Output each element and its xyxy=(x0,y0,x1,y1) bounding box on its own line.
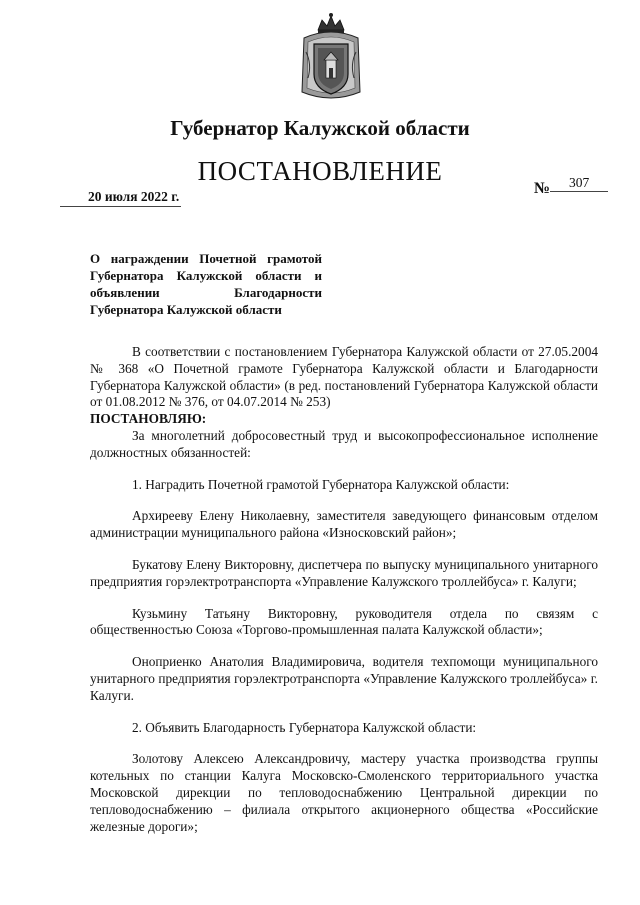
decree-heading: ПОСТАНОВЛЯЮ: xyxy=(90,411,207,427)
document-number-value: 307 xyxy=(550,175,608,192)
document-body xyxy=(90,344,598,835)
award-list-item: Кузьмину Татьяну Викторовну, руководителя отдела по связям с общественностью Союза «Торгово-промышленная палата Калужской области»; xyxy=(90,605,598,638)
award-list-item: Букатову Елену Викторовну, диспетчера по выпуску муниципального унитарного предприятия горэлектротранспорта «Управление Калужского троллейбуса» г. Калуги; xyxy=(90,556,598,589)
number-sign: № xyxy=(534,180,551,197)
reason-paragraph: За многолетний добросовестный труд и высокопрофессиональное исполнение должностных обязанностей: xyxy=(90,427,598,460)
document-date: 20 июля 2022 г. xyxy=(60,189,181,207)
item-1-heading: 1. Наградить Почетной грамотой Губернатора Калужской области: xyxy=(132,476,510,492)
award-list-item: Архирееву Елену Николаевну, заместителя заведующего финансовым отделом администрации муниципального района «Износковский район»; xyxy=(90,508,598,541)
gratitude-list-item: Золотову Алексею Александровичу, мастеру участка производства группы котельных по станции Калуга Московско-Смоленского территориального участка Московской дирекции по тепловодоснабжению Центральной дирекции по тепловодоснабжению – филиала открытого акционерного общества «Российские железные дороги»; xyxy=(90,751,598,834)
document-subject: О награждении Почетной грамотой Губернатора Калужской области и объявлении Благодарности Губернатора Калужской области xyxy=(90,251,322,317)
award-list-item: Оноприенко Анатолия Владимировича, водителя техпомощи муниципального унитарного предприятия горэлектротранспорта «Управление Калужского троллейбуса» г. Калуги. xyxy=(90,654,598,703)
item-2-heading: 2. Объявить Благодарность Губернатора Калужской области: xyxy=(132,719,477,735)
issuer-title: Губернатор Калужской области xyxy=(170,116,470,140)
kaluga-coat-of-arms-icon xyxy=(298,12,364,104)
preamble-paragraph: В соответствии с постановлением Губернатора Калужской области от 27.05.2004 № 368 «О Почетной грамоте Губернатора Калужской области и Благодарности Губернатора Калужской области» (в ред. постановлений Губернатора Калужской области от 01.08.2012 № 376, от 04.07.2014 № 253) xyxy=(90,344,598,410)
document-type-heading: ПОСТАНОВЛЕНИЕ xyxy=(197,156,443,186)
document-number xyxy=(534,175,608,198)
